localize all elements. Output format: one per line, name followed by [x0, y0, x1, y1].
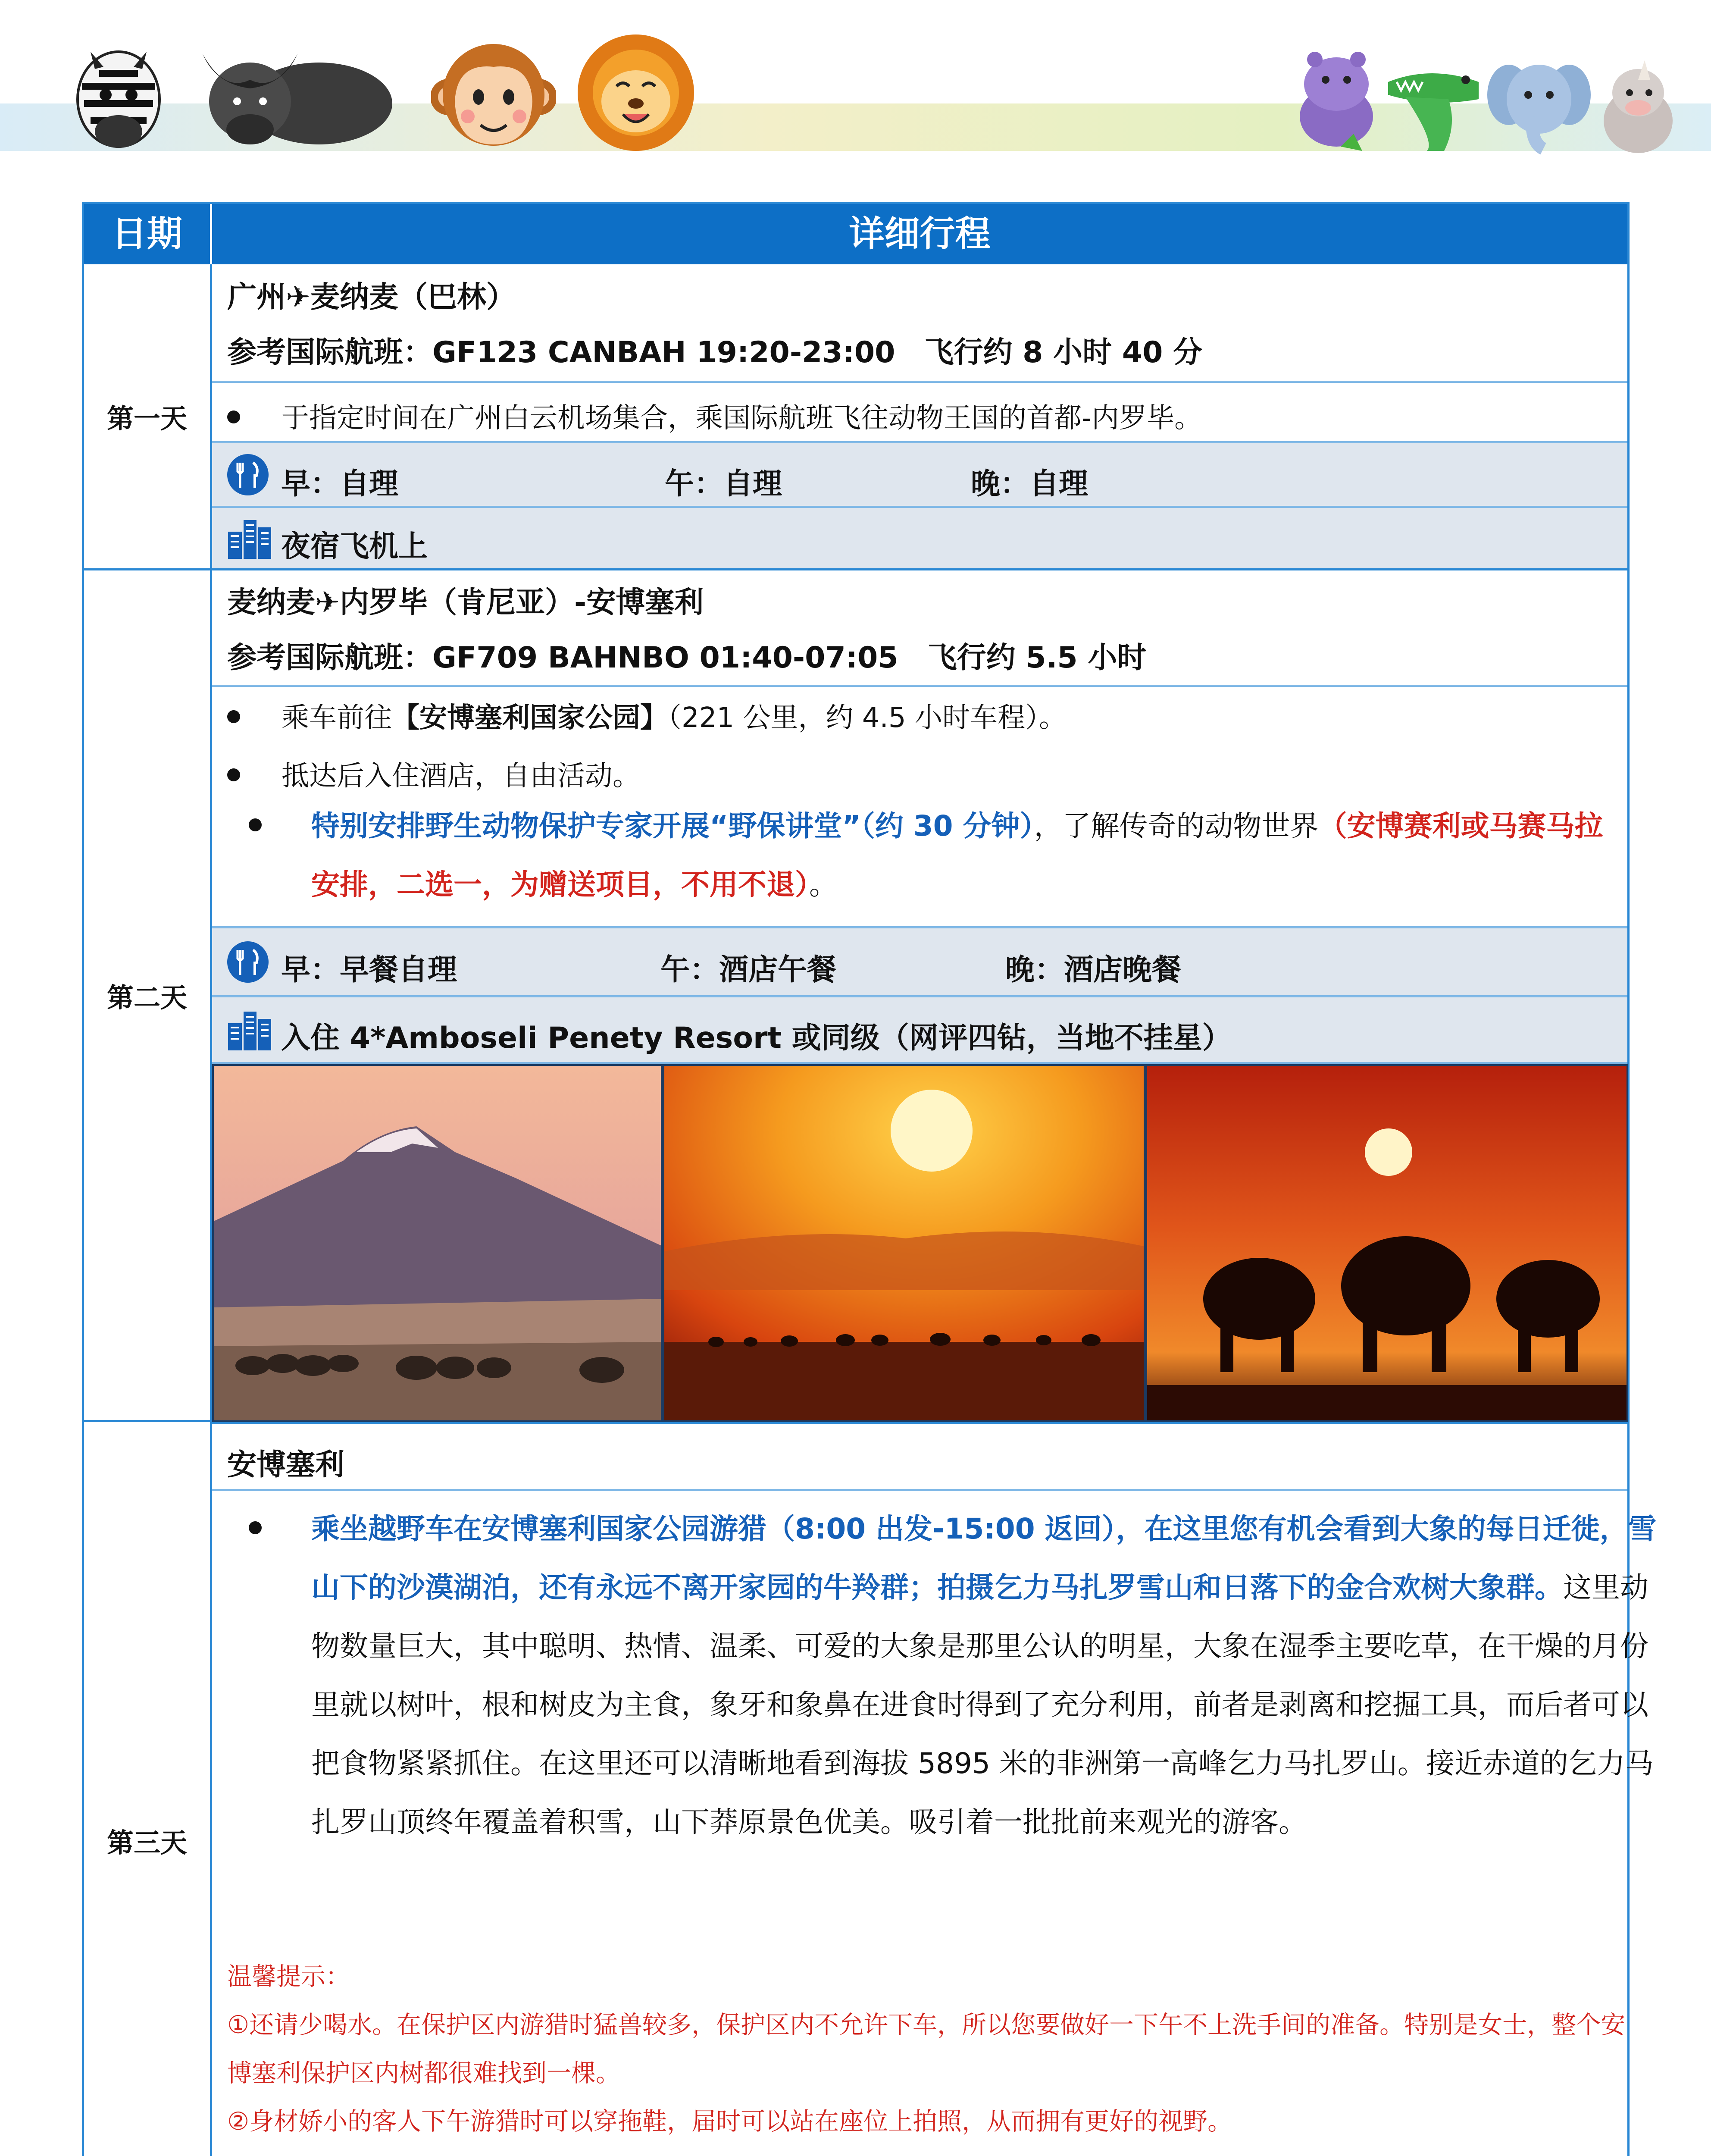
table-header	[84, 204, 1627, 264]
header-detail: 详细行程	[849, 213, 991, 254]
day2-b3-blue: 特别安排野生动物保护专家开展“野保讲堂”（约 30 分钟）	[311, 809, 1034, 843]
day2-b1-bold: 【安博塞利国家公园】	[392, 702, 668, 734]
day1-bullet	[227, 396, 1202, 436]
day2-bullet-2	[227, 754, 640, 793]
hotel-icon	[227, 517, 272, 560]
day2-dinner: 晚：酒店晚餐	[1005, 953, 1182, 987]
day1-hotel-row	[212, 508, 1627, 570]
day1-bullet-text: 于指定时间在广州白云机场集合，乘国际航班飞往动物王国的首都-内罗毕。	[282, 402, 1202, 434]
day3-para-normal: 这里动物数量巨大，其中聪明、热情、温柔、可爱的大象是那里公认的明星，大象在湿季主要吃草，在干燥的月份里就以树叶，根和树皮为主食，象牙和象鼻在进食时得到了充分利用，前者是剥离和挖掘工具，而后者可以把食物紧紧抓住。在这里还可以清晰地看到海拔 5895 米的非洲第一高峰乞力马扎罗山。接近赤道的乞力马扎罗山顶终年覆盖着积雪，山下莽原景色优美。吸引着一批批前来观光的游客。	[311, 1571, 1654, 1839]
dining-icon	[227, 941, 269, 983]
bullet-dot	[227, 768, 240, 781]
day1-hotel: 夜宿飞机上	[281, 530, 428, 564]
day2-lunch: 午：酒店午餐	[660, 953, 837, 987]
day3-label: 第三天	[84, 1422, 212, 2156]
day2-b1-post: （221 公里，约 4.5 小时车程）。	[668, 702, 1067, 734]
day1-route: 广州✈麦纳麦（巴林）	[227, 280, 516, 314]
tip-title: 温馨提示：	[227, 1962, 350, 1991]
day2-label: 第二天	[84, 570, 212, 1422]
bullet-dot	[249, 818, 262, 831]
photo-sunset-herd	[663, 1064, 1145, 1422]
day1-route-row	[212, 264, 1627, 383]
day1-meal-row	[212, 443, 1627, 508]
buffalo-illustration	[185, 28, 397, 153]
tip-1: ①还请少喝水。在保护区内游猎时猛兽较多，保护区内不允许下车，所以您要做好一下午不上洗手间的准备。特别是女士，整个安博塞利保护区内树都很难找到一棵。	[227, 2011, 1626, 2087]
day3-para-blue: 乘坐越野车在安博塞利国家公园游猎（8:00 出发-15:00 返回），在这里您有机会看到大象的每日迁徙，雪山下的沙漠湖泊，还有永远不离开家园的牛羚群；拍摄乞力马扎罗雪山和日落下的金合欢树大象群。	[311, 1512, 1657, 1604]
itinerary-table	[82, 202, 1657, 2156]
hippo-illustration	[1289, 43, 1384, 151]
day2-route: 麦纳麦✈内罗毕（肯尼亚）-安博塞利	[227, 586, 704, 620]
day2-meal-row	[212, 928, 1627, 997]
day3-route: 安博塞利	[227, 1448, 345, 1482]
day2-bullets-row	[212, 687, 1627, 928]
day2-b2-text: 抵达后入住酒店，自由活动。	[282, 760, 640, 792]
bullet-dot	[227, 411, 240, 423]
rhino-illustration	[1595, 56, 1681, 155]
tip-2: ②身材娇小的客人下午游猎时可以穿拖鞋，届时可以站在座位上拍照，从而拥有更好的视野。	[227, 2107, 1232, 2136]
photo-elephant-silhouettes	[1145, 1064, 1628, 1422]
day1-flight: 参考国际航班：GF123 CANBAH 19:20-23:00 飞行约 8 小时 40 分	[227, 335, 1203, 370]
day2-b1-pre: 乘车前往	[282, 702, 392, 734]
hotel-icon	[227, 1008, 272, 1051]
day2-bullet-1	[227, 696, 1067, 735]
day2-photos	[212, 1064, 1627, 1422]
day2-b3-mid: ，了解传奇的动物世界	[1034, 809, 1319, 843]
photo-kilimanjaro-elephants	[212, 1064, 663, 1422]
bullet-dot	[249, 1521, 262, 1534]
day1-dinner: 晚：自理	[971, 467, 1089, 501]
day1-bullet-row	[212, 383, 1627, 443]
day3-route-row	[212, 1422, 1627, 1491]
day2-b3-end: 。	[809, 868, 838, 901]
monkey-illustration	[431, 37, 556, 153]
day2-hotel-row	[212, 997, 1627, 1064]
day2-bullet-3	[311, 797, 1630, 914]
day2-breakfast: 早：早餐自理	[281, 953, 457, 987]
day3-paragraph	[311, 1500, 1665, 1852]
elephant-illustration	[1487, 52, 1591, 155]
day1-breakfast: 早：自理	[281, 467, 399, 501]
bullet-dot	[227, 710, 240, 723]
day3-detail-row	[212, 1491, 1657, 2156]
day2-flight: 参考国际航班：GF709 BAHNBO 01:40-07:05 飞行约 5.5 小时	[227, 641, 1147, 675]
lion-illustration	[573, 32, 698, 153]
day2-hotel: 入住 4*Amboseli Penety Resort 或同级（网评四钻，当地不挂星）	[281, 1021, 1232, 1055]
zebra-illustration	[65, 34, 172, 151]
day1-lunch: 午：自理	[665, 467, 782, 501]
day2-b3-red: （安博赛利或马赛马拉安排，二选一，为赠送项目，不用不退）	[311, 809, 1603, 901]
day3-tips	[227, 1952, 1628, 2156]
day2-route-row	[212, 570, 1627, 687]
day1-label: 第一天	[84, 264, 212, 570]
dining-icon	[227, 454, 269, 495]
header-date: 日期	[84, 204, 212, 264]
header-banner	[0, 0, 1711, 155]
crocodile-illustration	[1379, 56, 1487, 155]
tip-3	[227, 2146, 1628, 2156]
